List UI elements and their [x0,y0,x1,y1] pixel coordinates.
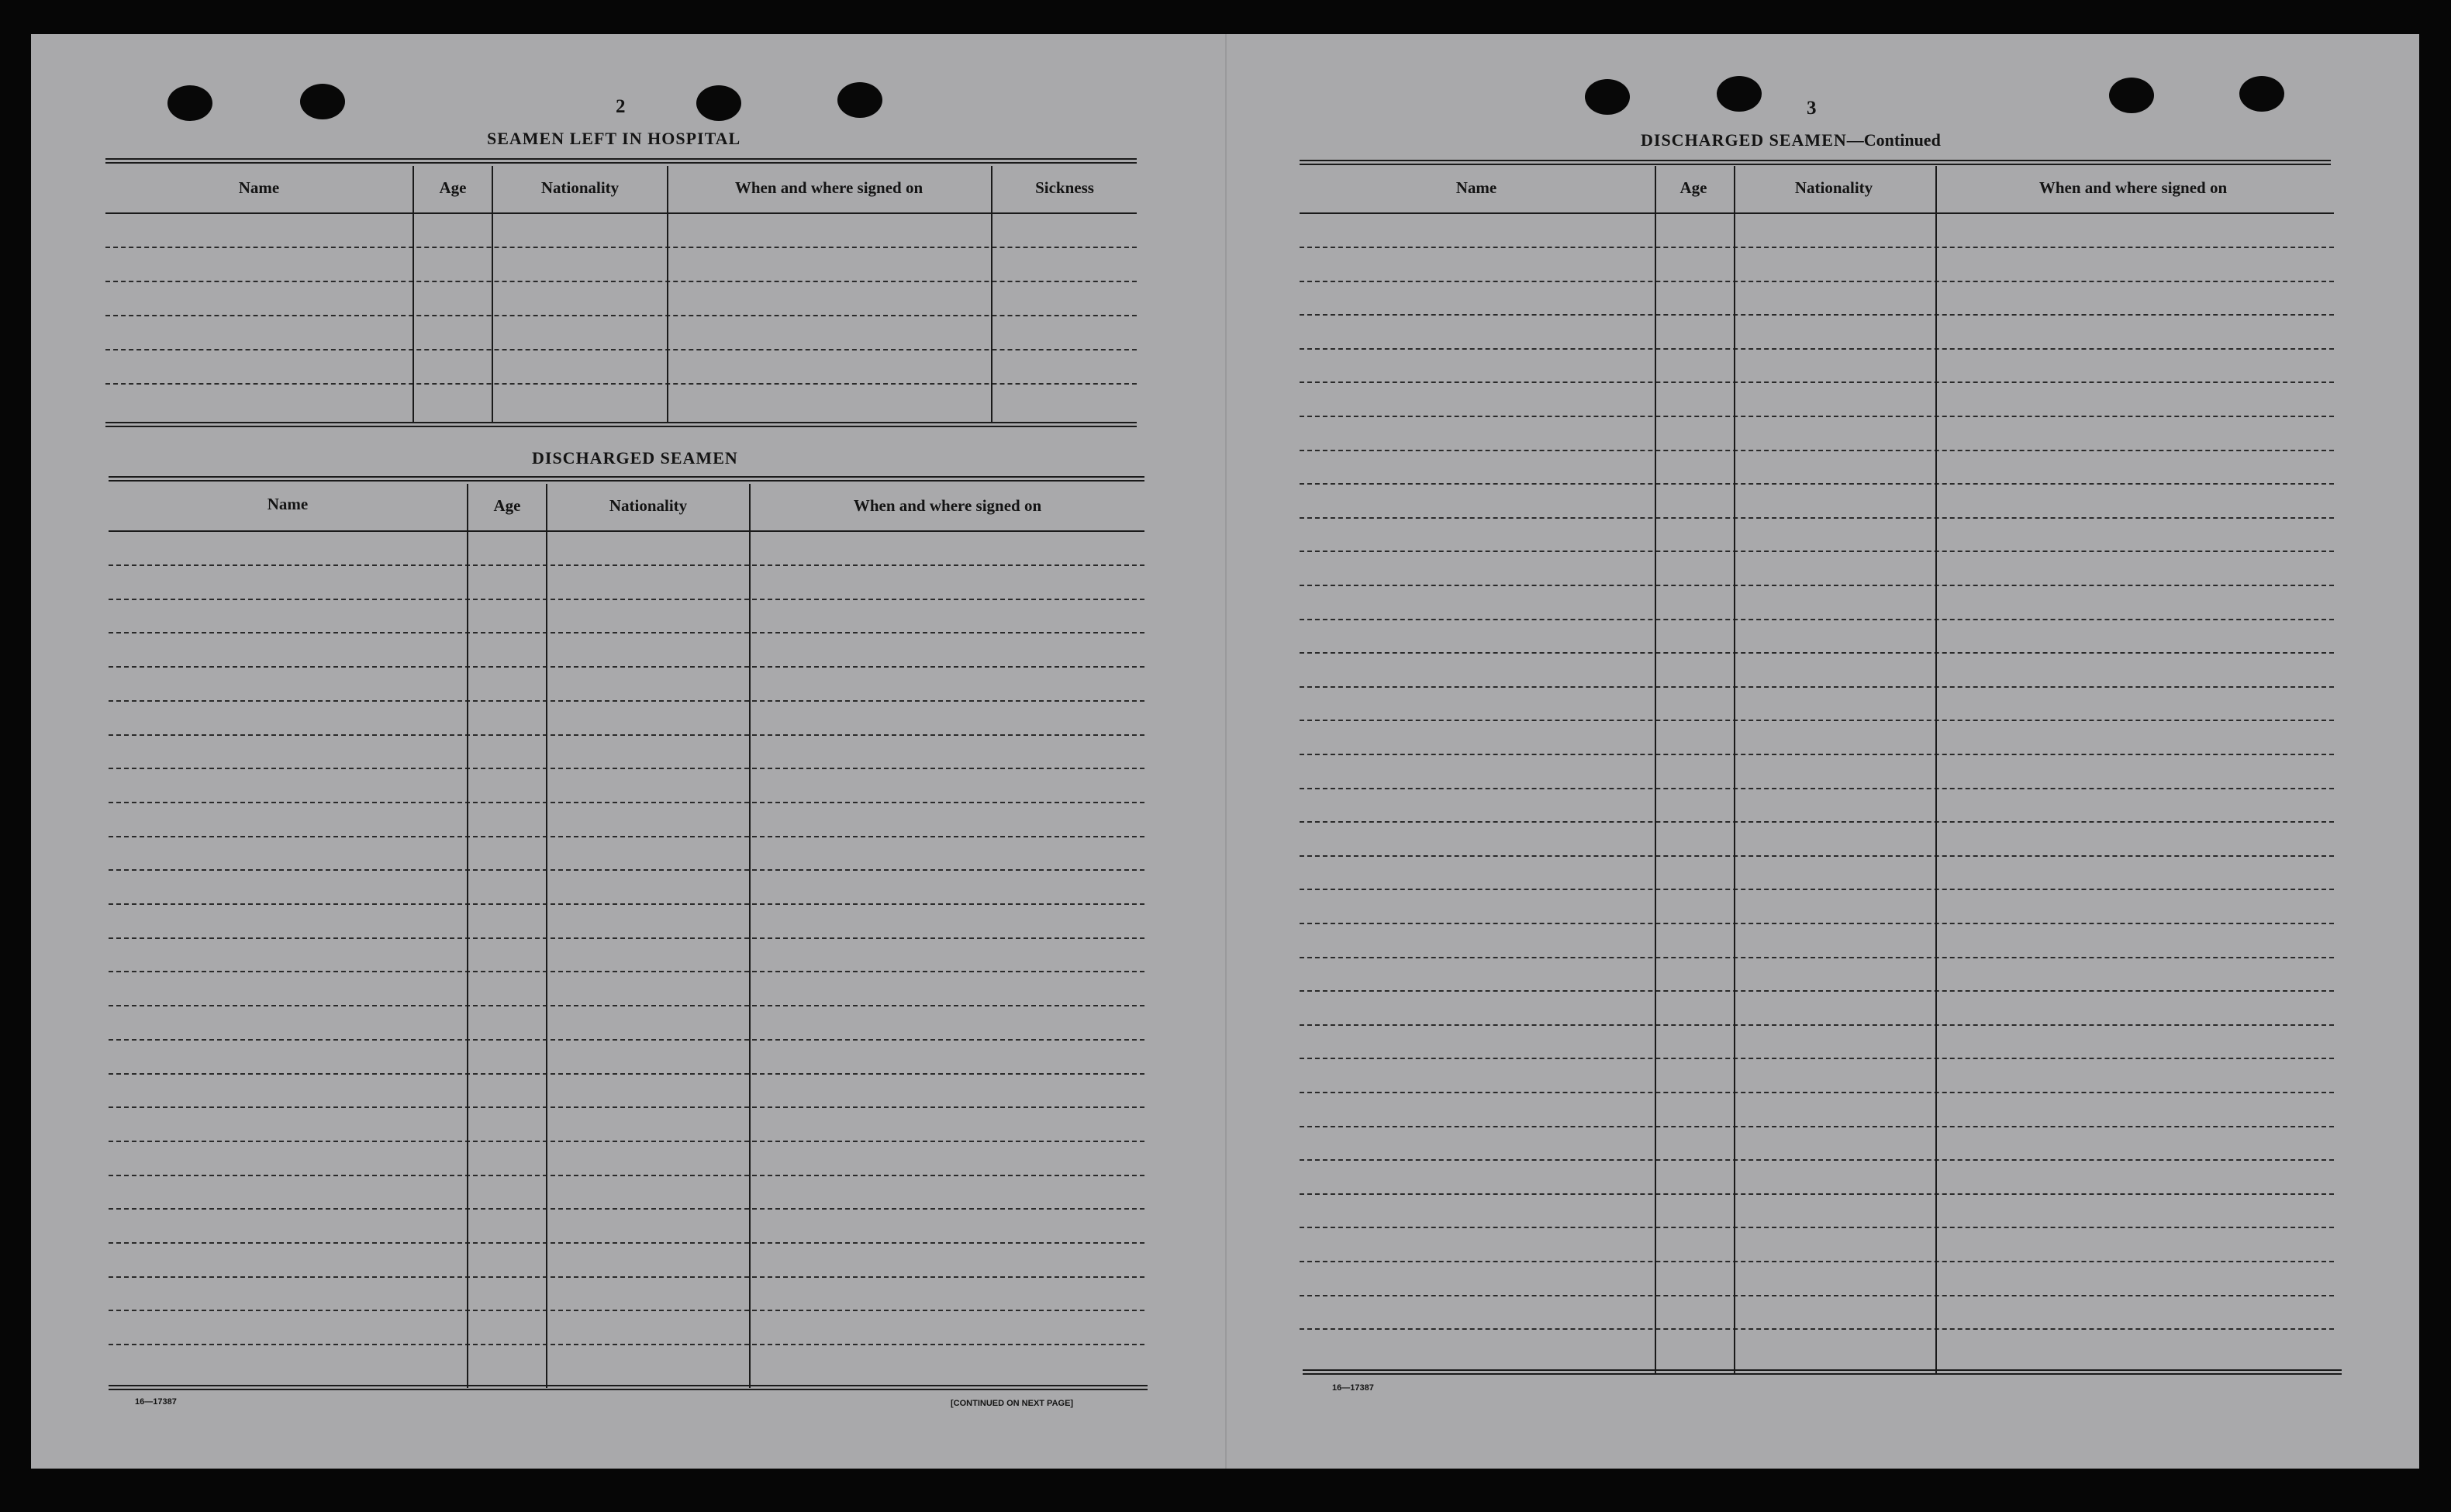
ruled-line [109,802,1144,803]
ruled-line [109,1005,1144,1006]
discharged-col-nationality: Nationality [609,496,688,515]
ruled-line [1300,855,2334,857]
ruled-line [109,666,1144,668]
ruled-line [1300,1261,2334,1262]
continued-note: [CONTINUED ON NEXT PAGE] [951,1399,1074,1408]
discharged-section-title: DISCHARGED SEAMEN [532,448,738,468]
hospital-col-signed-on: When and where signed on [734,178,923,197]
punch-hole [1717,76,1762,112]
ruled-line [109,836,1144,837]
ruled-line [1300,957,2334,958]
ruled-line [109,937,1144,939]
left-page-number: 2 [616,96,626,117]
ruled-line [105,383,1137,385]
hospital-divider [667,166,668,422]
punch-hole [167,85,212,121]
ruled-line [1300,788,2334,789]
ruled-line [109,734,1144,736]
punch-hole [2239,76,2284,112]
punch-hole [300,84,345,119]
discharged-header-rule [109,530,1144,532]
ruled-line [109,1276,1144,1278]
ruled-line [1300,754,2334,755]
ruled-line [109,1106,1144,1108]
ruled-line [109,1208,1144,1210]
ruled-line [109,869,1144,871]
ruled-line [1300,247,2334,248]
ruled-line [1300,1328,2334,1330]
right-bottom-rule [1303,1369,2342,1371]
ruled-line [109,1039,1144,1041]
punch-hole [1585,79,1630,115]
ruled-line [1300,1092,2334,1093]
ruled-line [1300,1227,2334,1228]
hospital-divider [413,166,414,422]
ruled-line [1300,990,2334,992]
hospital-top-rule [105,158,1137,160]
ruled-line [1300,416,2334,417]
left-form-number: 16—17387 [135,1397,177,1407]
ruled-line [109,1344,1144,1345]
hospital-bottom-rule [105,422,1137,423]
right-section-title-suffix: —Continued [1846,130,1941,150]
hospital-col-age: Age [439,178,467,197]
right-divider [1734,166,1735,1374]
ruled-line [1300,1024,2334,1026]
ruled-line [105,281,1137,282]
discharged-divider [546,484,547,1388]
ruled-line [1300,619,2334,620]
right-divider [1655,166,1656,1374]
punch-hole [696,85,741,121]
ruled-line [1300,1159,2334,1161]
hospital-section-title: SEAMEN LEFT IN HOSPITAL [487,129,741,148]
right-divider [1935,166,1937,1374]
ruled-line [1300,348,2334,350]
discharged-divider [467,484,468,1388]
ruled-line [109,903,1144,905]
right-top-rule [1300,160,2331,161]
ruled-line [1300,585,2334,586]
hospital-header-rule [105,212,1137,214]
ruled-line [105,247,1137,248]
ruled-line [1300,686,2334,688]
ruled-line [1300,1193,2334,1195]
ruled-line [109,1175,1144,1176]
ruled-line [109,768,1144,769]
ruled-line [1300,517,2334,519]
ruled-line [1300,1126,2334,1127]
ruled-line [109,1141,1144,1142]
discharged-top-rule [109,476,1144,478]
ruled-line [109,1073,1144,1075]
ruled-line [1300,314,2334,316]
right-col-nationality: Nationality [1794,178,1873,197]
ruled-line [109,599,1144,600]
discharged-col-signed-on: When and where signed on [853,496,1042,515]
ruled-line [1300,652,2334,654]
ruled-line [109,632,1144,633]
hospital-col-sickness: Sickness [1035,178,1094,197]
discharged-divider [749,484,751,1388]
discharged-col-name: Name [267,495,309,513]
right-section-title-main: DISCHARGED SEAMEN [1641,130,1847,150]
ruled-line [1300,923,2334,924]
page-fold [1225,34,1227,1469]
ruled-line [105,315,1137,316]
ruled-line [1300,1295,2334,1296]
ruled-line [109,700,1144,702]
right-col-signed-on: When and where signed on [2038,178,2228,197]
ruled-line [105,349,1137,350]
punch-hole [837,82,882,118]
hospital-divider [991,166,992,422]
ruled-line [1300,281,2334,282]
hospital-divider [492,166,493,422]
discharged-bottom-rule [109,1385,1148,1386]
ruled-line [1300,1058,2334,1059]
ruled-line [109,564,1144,566]
ruled-line [1300,720,2334,721]
ruled-line [109,971,1144,972]
ruled-line [1300,483,2334,485]
ruled-line [1300,381,2334,383]
right-page-number: 3 [1807,98,1817,119]
ruled-line [109,1242,1144,1244]
hospital-col-name: Name [238,178,280,197]
discharged-col-age: Age [493,496,521,515]
right-section-title [1641,130,1941,150]
ruled-line [1300,821,2334,823]
right-header-rule [1300,212,2334,214]
right-col-age: Age [1679,178,1707,197]
punch-hole [2109,78,2154,113]
ruled-line [1300,551,2334,552]
ruled-line [1300,889,2334,890]
right-col-name: Name [1455,178,1497,197]
hospital-col-nationality: Nationality [540,178,620,197]
ruled-line [1300,450,2334,451]
ruled-line [109,1310,1144,1311]
right-form-number: 16—17387 [1332,1383,1374,1393]
